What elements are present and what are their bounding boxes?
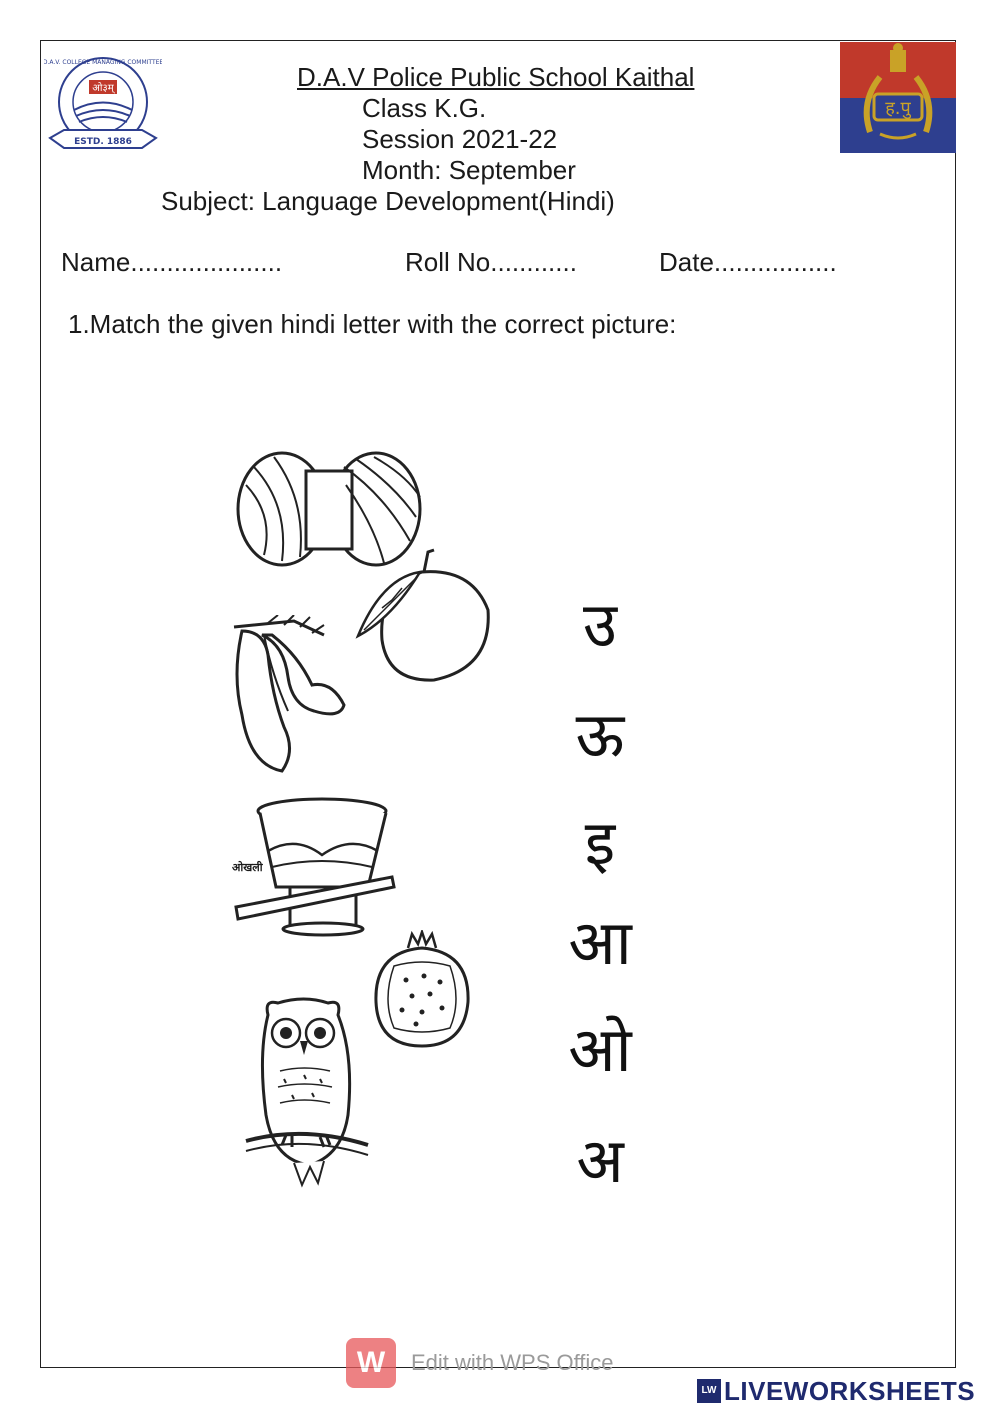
tamarind-picture[interactable] (228, 615, 352, 781)
liveworksheets-logo-icon: LW (697, 1379, 721, 1403)
date-field[interactable]: Date................. (659, 247, 837, 277)
dav-logo (44, 50, 162, 165)
worksheet-frame (40, 40, 956, 1368)
wps-logo-icon: W (346, 1338, 396, 1388)
logo-om-text: ओ३म् (92, 83, 114, 94)
logo-estd-text: ESTD. 1886 (74, 137, 132, 147)
roll-number-field[interactable]: Roll No............ (405, 247, 577, 277)
wps-watermark-text: Edit with WPS Office (411, 1350, 614, 1375)
school-title: D.A.V Police Public School Kaithal (297, 62, 695, 92)
letter-a[interactable]: अ (576, 1124, 624, 1197)
name-field[interactable]: Name..................... (61, 247, 283, 277)
owl-picture[interactable] (244, 995, 370, 1190)
pomegranate-picture[interactable] (372, 930, 472, 1050)
haryana-police-emblem (840, 42, 956, 158)
mango-picture[interactable] (352, 548, 494, 686)
letter-o[interactable]: ओ (568, 1013, 632, 1086)
question-text: 1.Match the given hindi letter with the correct picture: (68, 309, 677, 339)
emblem-text: ह.पु (885, 98, 911, 119)
session-line: Session 2021-22 (362, 124, 558, 154)
logo-ring-text: D.A.V. COLLEGE MANAGING COMMITTEE (44, 59, 162, 66)
letter-u[interactable]: उ (583, 588, 617, 661)
letter-i[interactable]: इ (584, 806, 616, 879)
month-line: Month: September (362, 155, 576, 185)
subject-line: Subject: Language Development(Hindi) (161, 186, 615, 216)
okhli-caption: ओखली (232, 861, 263, 874)
letter-uu[interactable]: ऊ (575, 698, 625, 771)
class-line: Class K.G. (362, 93, 487, 123)
liveworksheets-brand: LIVEWORKSHEETS (724, 1376, 976, 1406)
letter-aa[interactable]: आ (568, 906, 632, 979)
